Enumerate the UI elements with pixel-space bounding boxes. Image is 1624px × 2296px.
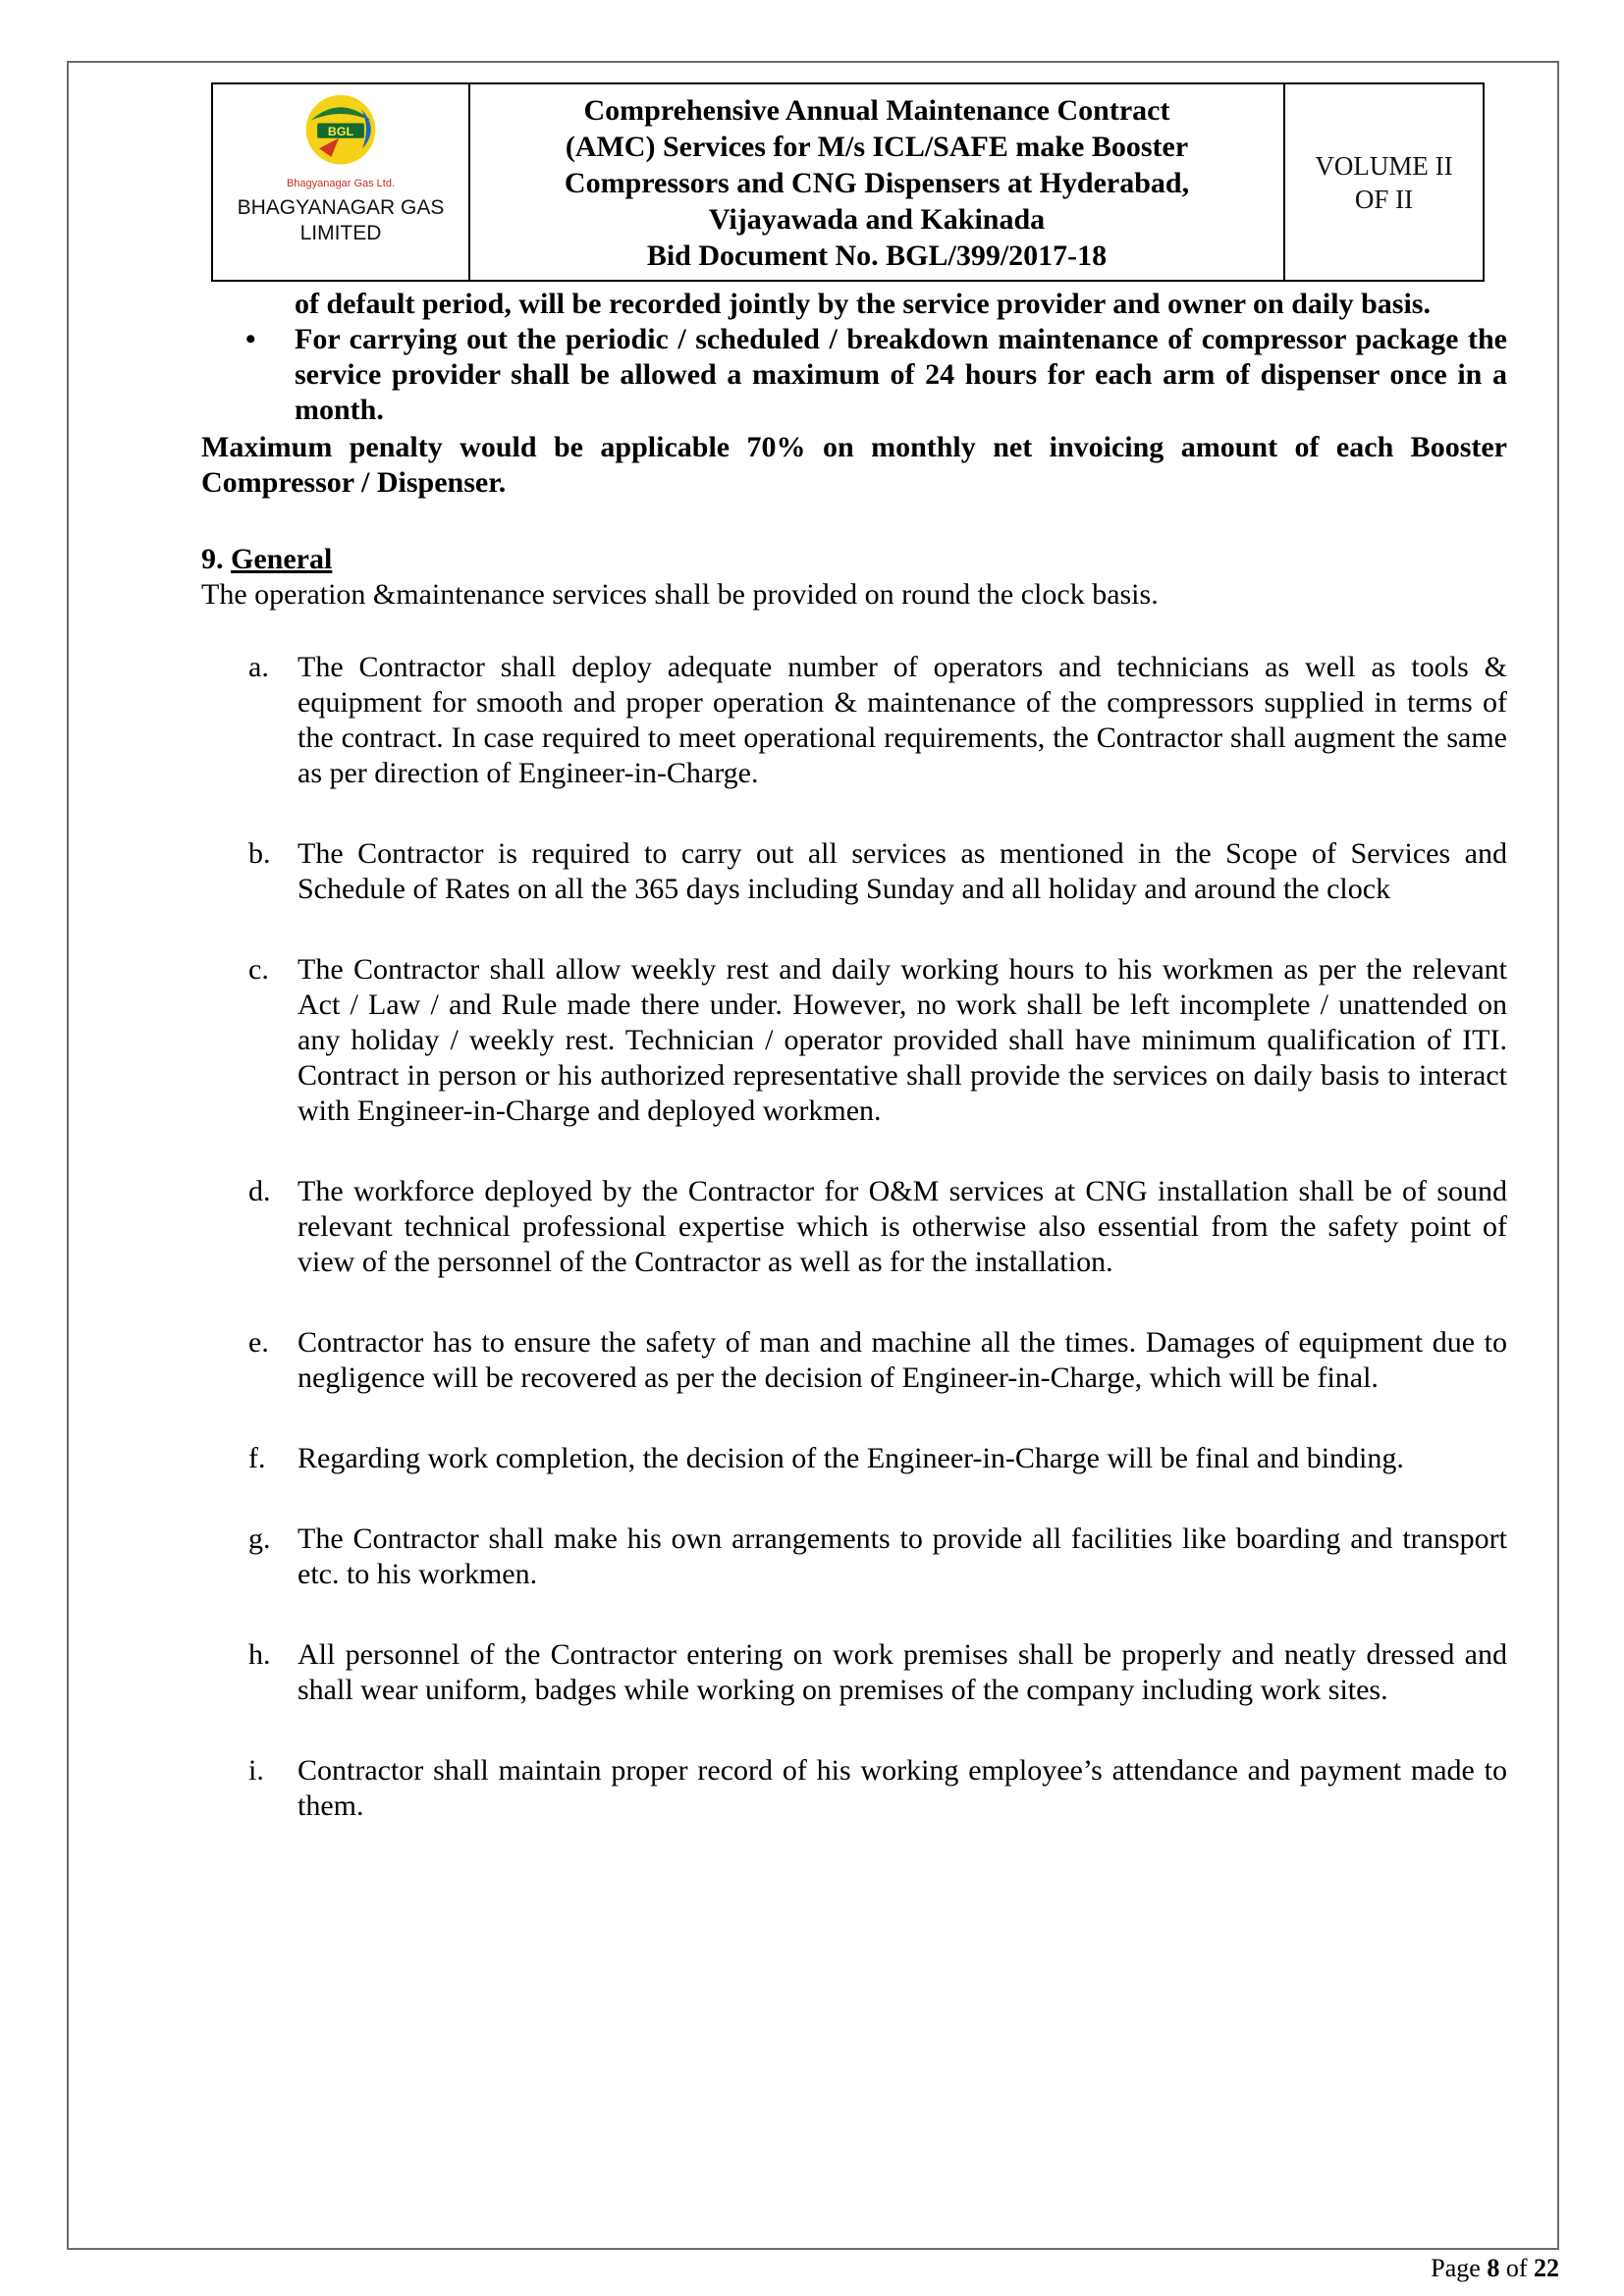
list-item [201,1753,1507,1824]
lettered-list [201,650,1507,1824]
bullet-item [201,322,1507,428]
list-item-text: The Contractor shall make his own arrangements to provide all facilities like boarding and transport etc. to his workmen. [298,1522,1507,1590]
header-logo-cell [213,84,470,280]
volume-line1: VOLUME II [1315,150,1453,181]
list-item-label: i. [248,1754,264,1787]
list-item-label: h. [248,1638,271,1671]
list-item [201,1174,1507,1280]
penalty-paragraph: Maximum penalty would be applicable 70% on monthly net invoicing amount of each Booster Compressor / Dispenser. [201,431,1507,499]
doc-title-line1: Comprehensive Annual Maintenance Contract [583,94,1170,127]
doc-title-line2: (AMC) Services for M/s ICL/SAFE make Booster [565,131,1189,163]
section-intro: The operation &maintenance services shall be provided on round the clock basis. [201,578,1159,611]
list-item-label: a. [248,651,269,683]
continuation-paragraph: of default period, will be recorded jointly by the service provider and owner on daily basis. [295,288,1431,320]
footer-total-pages: 22 [1534,2254,1559,2282]
footer-of-label: of [1499,2254,1534,2282]
list-item-text: Contractor shall maintain proper record of his working employee’s attendance and payment made to them. [298,1754,1507,1822]
volume-line2: OF II [1354,184,1414,214]
header-title-cell [470,84,1285,280]
section-number: 9. [201,543,231,575]
logo-caption: Bhagyanagar Gas Ltd. [286,178,396,189]
bullet-marker-icon: • [245,323,256,355]
list-item-label: e. [248,1326,269,1359]
list-item-text: The Contractor shall allow weekly rest and daily working hours to his workmen as per the relevant Act / Law / and Rule made there under. However, no work shall be left incomplete / unattended on any holiday / weekly rest. Technician / operator provided shall have minimum qualification of ITI. Contract in person or his authorized representative shall provide the services on daily basis to interact with Engineer-in-Charge and deployed workmen. [298,953,1507,1127]
list-item-text: The workforce deployed by the Contractor for O&M services at CNG installation shall be of sound relevant technical professional expertise which is otherwise also essential from the safety point of view of the personnel of the Contractor as well as for the installation. [298,1175,1507,1278]
list-item-label: b. [248,837,271,870]
list-item [201,836,1507,907]
document-header [211,82,1485,282]
list-item [201,1325,1507,1396]
header-volume-cell [1285,84,1483,280]
doc-title-line4: Vijayawada and Kakinada [708,203,1046,236]
list-item [201,1522,1507,1592]
list-item-text: Regarding work completion, the decision of the Engineer-in-Charge will be final and binding. [298,1442,1404,1474]
section-heading [201,542,1507,577]
section-title: General [231,543,333,575]
footer-page-number: 8 [1487,2254,1500,2282]
list-item-text: All personnel of the Contractor entering on work premises shall be properly and neatly dressed and shall wear uniform, badges while working on premises of the company including work sites. [298,1638,1507,1706]
list-item [201,952,1507,1129]
doc-title-line3: Compressors and CNG Dispensers at Hyderabad, [564,167,1190,199]
page-footer [1431,2254,1559,2283]
footer-page-label: Page [1431,2254,1488,2282]
list-item-label: f. [248,1442,266,1474]
org-name-line2: LIMITED [299,222,382,244]
logo-acronym: BGL [327,124,354,138]
bullet-item-text: For carrying out the periodic / scheduled / breakdown maintenance of compressor package the service provider shall be allowed a maximum of 24 hours for each arm of dispenser once in a month. [295,323,1507,426]
bid-document-number: Bid Document No. BGL/399/2017-18 [646,240,1108,272]
list-item-label: g. [248,1522,271,1555]
list-item-text: The Contractor shall deploy adequate number of operators and technicians as well as tools & equipment for smooth and proper operation & maintenance of the compressors supplied in terms of the contract. In case required to meet operational requirements, the Contractor shall augment the same as per direction of Engineer-in-Charge. [298,651,1507,789]
list-item [201,1441,1507,1476]
org-name [238,195,445,246]
list-item-label: d. [248,1175,271,1207]
list-item [201,650,1507,791]
bgl-logo-icon [294,92,388,180]
list-item-label: c. [248,953,269,986]
list-item [201,1637,1507,1708]
list-item-text: Contractor has to ensure the safety of man and machine all the times. Damages of equipment due to negligence will be recovered as per the decision of Engineer-in-Charge, which will be final. [298,1326,1507,1394]
org-name-line1: BHAGYANAGAR GAS [237,196,445,219]
document-body [201,287,1507,1824]
list-item-text: The Contractor is required to carry out all services as mentioned in the Scope of Services and Schedule of Rates on all the 365 days including Sunday and all holiday and around the clock [298,837,1507,905]
